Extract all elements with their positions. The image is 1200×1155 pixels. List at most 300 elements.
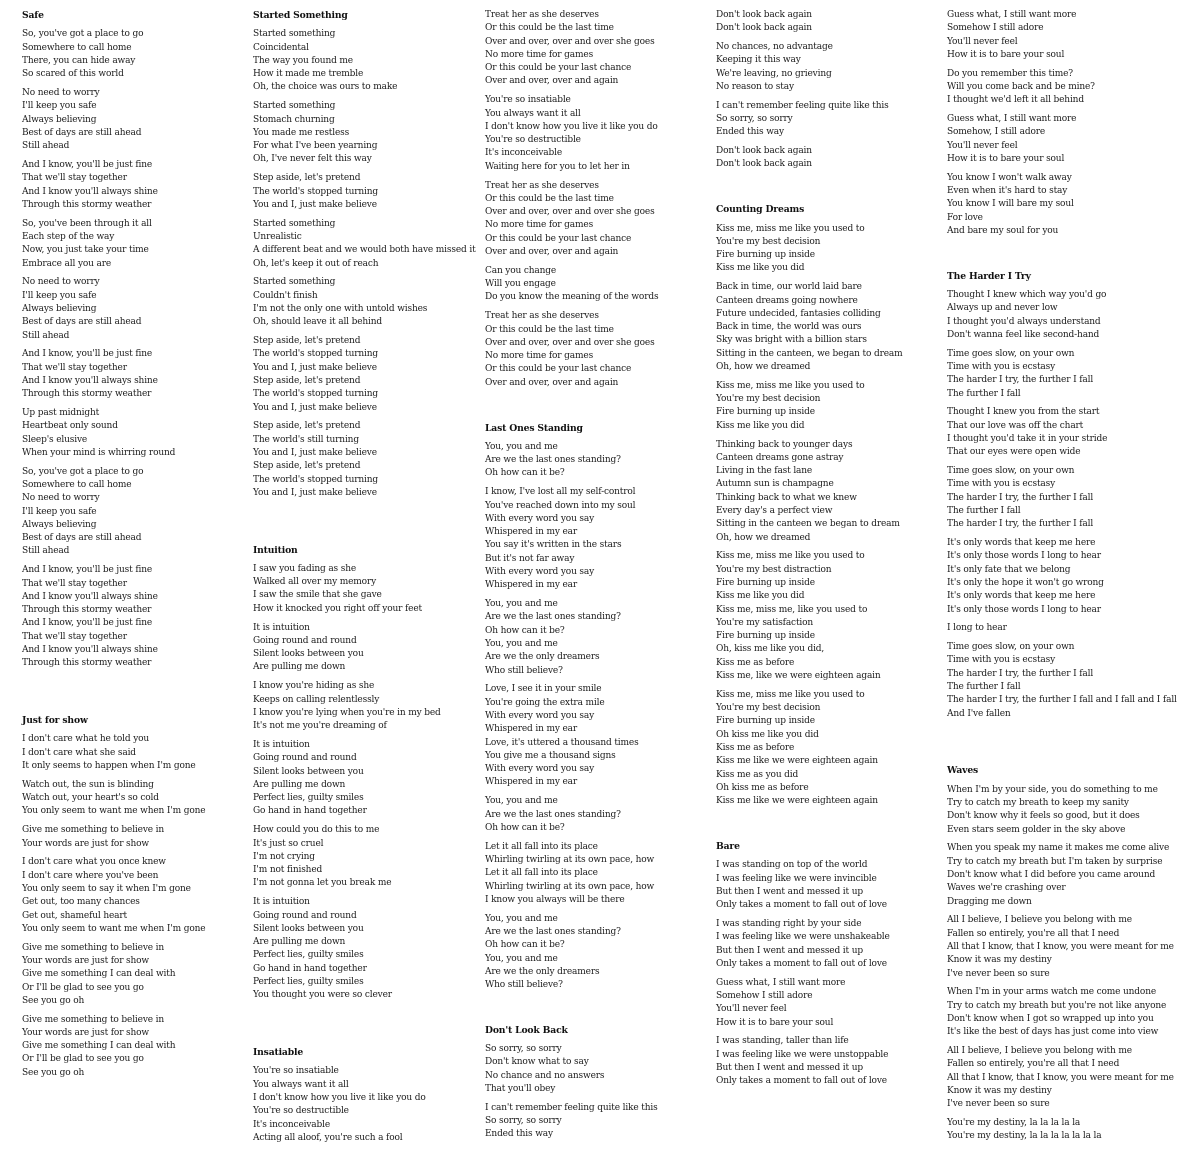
lyric-line: Over and over, over and again [485, 76, 619, 87]
lyric-line: Treat her as she deserves [485, 311, 599, 322]
lyric-line: Or this could be the last time [485, 324, 614, 335]
lyric-line: Future undecided, fantasies colliding [716, 308, 881, 319]
lyric-line: You, you and me [485, 638, 558, 649]
lyric-line: Couldn't finish [253, 290, 318, 301]
lyric-line: Sleep's elusive [22, 434, 88, 445]
lyric-line: With every word you say [485, 566, 595, 577]
lyric-line: And I know, you'll be just fine [22, 565, 153, 576]
verse [947, 842, 1187, 908]
lyric-line: Try to catch my breath but I'm taken by surprise [947, 856, 1163, 867]
lyric-line: Somewhere to call home [22, 42, 132, 53]
lyric-line: Back in time, our world laid bare [716, 282, 862, 293]
lyric-line: Time goes slow, on your own [947, 348, 1075, 359]
lyric-line: Fire burning up inside [716, 250, 815, 261]
song-title: Counting Dreams [716, 204, 805, 216]
lyric-line: Canteen dreams going nowhere [716, 295, 858, 306]
verse [22, 856, 248, 936]
lyric-line: Let it all fall into its place [485, 841, 598, 852]
verse [22, 407, 248, 460]
lyric-line: Silent looks between you [253, 923, 364, 934]
lyric-line: That you'll obey [485, 1084, 556, 1095]
lyric-line: Over and over, over and over she goes [485, 337, 655, 348]
verse [716, 223, 942, 276]
lyric-line: The harder I try, the further I fall [947, 519, 1094, 530]
lyric-line: Oh, how we dreamed [716, 532, 811, 543]
lyric-line: When I'm by your side, you do something to me [947, 784, 1158, 795]
lyric-line: But then I went and messed it up [716, 886, 863, 897]
lyric-line: It's inconceivable [253, 1119, 331, 1130]
lyric-line: So, you've got a place to go [22, 466, 144, 477]
lyric-line: You're my destiny, la la la la la [947, 1118, 1081, 1129]
song-title: Safe [22, 10, 44, 21]
verse [253, 276, 479, 329]
lyric-line: No reason to stay [716, 81, 794, 92]
lyric-line: You and I, just make believe [253, 402, 377, 413]
verse [716, 281, 942, 374]
lyric-line: Coincidental [253, 42, 309, 53]
lyric-line: Always up and never low [947, 303, 1058, 314]
lyric-line: We're leaving, no grieving [716, 68, 832, 79]
lyric-line: I long to hear [947, 623, 1007, 634]
lyric-line: Don't know when I got so wrapped up into you [947, 1014, 1154, 1024]
lyric-line: For love [947, 212, 983, 223]
lyric-line: Going round and round [253, 910, 357, 921]
lyric-line: Every day's a perfect view [716, 506, 833, 516]
lyric-line: Fire burning up inside [716, 716, 815, 727]
lyric-line: Oh how can it be? [485, 468, 565, 479]
verse [485, 486, 711, 592]
lyric-line: And I know, you'll be just fine [22, 159, 153, 170]
verse [253, 420, 479, 500]
lyric-line: Kiss me like we were eighteen again [716, 756, 878, 767]
lyric-line: You know I won't walk away [947, 172, 1072, 183]
lyric-line: I can't remember feeling quite like this [716, 100, 889, 111]
lyric-line: Are we the only dreamers [485, 652, 600, 663]
lyric-line: Through this stormy weather [22, 605, 152, 616]
lyric-line: Give me something to believe in [22, 825, 165, 836]
song-block [947, 764, 1187, 1143]
lyric-line: Silent looks between you [253, 766, 364, 777]
lyric-line: Go hand in hand together [253, 806, 367, 817]
lyric-line: Best of days are still ahead [22, 127, 142, 138]
lyric-line: Go hand in hand together [253, 963, 367, 974]
lyric-line: Whirling twirling at its own pace, how [485, 881, 655, 892]
lyric-line: Autumn sun is champagne [716, 479, 834, 490]
lyric-line: Fire burning up inside [716, 577, 815, 588]
lyric-line: Going round and round [253, 635, 357, 646]
lyric-line: Over and over, over and again [485, 377, 619, 388]
lyric-line: Are we the last ones standing? [485, 809, 621, 820]
song-block [947, 270, 1187, 721]
lyric-line: I'm not gonna let you break me [253, 878, 392, 889]
song-spacer [947, 726, 1187, 764]
lyric-line: I'll keep you safe [22, 101, 97, 112]
lyric-line: Are we the last ones standing? [485, 455, 621, 466]
lyric-line: No chance and no answers [485, 1070, 605, 1081]
song-title: Bare [716, 841, 740, 853]
lyric-line: Over and over, over and over she goes [485, 207, 655, 218]
lyric-line: Back in time, the world was ours [716, 322, 862, 333]
lyric-line: It's only words that keep me here [947, 538, 1096, 549]
verse [716, 977, 942, 1030]
lyric-line: You and I, just make believe [253, 199, 377, 210]
verse [22, 28, 248, 81]
lyric-line: Kiss me, like we were eighteen again [716, 671, 881, 682]
lyric-line: Oh kiss me as before [716, 782, 809, 793]
song-title: The Harder I Try [947, 270, 1031, 282]
lyric-line: Thought I knew you from the start [947, 407, 1100, 418]
lyric-line: Kiss me like you did [716, 420, 805, 431]
lyric-line: I know you always will be there [485, 894, 625, 905]
verse [485, 1043, 711, 1096]
lyric-line: Or this could be your last chance [485, 364, 632, 375]
song-spacer [716, 177, 942, 203]
lyric-line: Fallen so entirely, you're all that I need [947, 1059, 1120, 1070]
song-block [22, 714, 248, 1080]
lyric-line: The harder I try, the further I fall [947, 492, 1094, 503]
lyric-line: The world's still turning [253, 434, 359, 445]
lyrics-column-2 [253, 9, 479, 1151]
lyric-line: Step aside, let's pretend [253, 336, 361, 347]
lyric-line: You, you and me [485, 796, 558, 807]
song-block [716, 840, 942, 1089]
lyric-line: Somehow, I still adore [947, 127, 1046, 138]
lyric-line: Are we the only dreamers [485, 966, 600, 977]
lyric-line: So scared of this world [22, 69, 124, 80]
lyric-line: You know I will bare my soul [947, 199, 1074, 210]
lyric-line: All that I know, that I know, you were meant for me [947, 942, 1174, 953]
lyric-line: I don't know how you live it like you do [485, 121, 658, 132]
song-title: Just for show [22, 715, 88, 727]
lyric-line: And I know you'll always shine [22, 186, 158, 197]
lyric-line: Unrealistic [253, 231, 302, 242]
song-title: Last Ones Standing [485, 422, 583, 434]
verse [716, 145, 942, 172]
verse [22, 276, 248, 342]
verse [716, 9, 942, 36]
lyric-line: Ended this way [485, 1129, 553, 1140]
lyric-line: Fallen so entirely, you're all that I need [947, 928, 1120, 939]
lyric-line: I'm not the only one with untold wishes [253, 303, 428, 314]
verse [947, 68, 1187, 108]
verse [716, 550, 942, 683]
verse [947, 914, 1187, 980]
lyric-line: Know it was my destiny [947, 955, 1052, 966]
lyric-line: Fire burning up inside [716, 631, 815, 642]
lyric-line: I don't care what he told you [22, 734, 150, 745]
lyric-line: Don't look back again [716, 23, 812, 34]
lyric-line: Are we the last ones standing? [485, 612, 621, 623]
lyric-line: Keeps on calling relentlessly [253, 694, 380, 705]
lyric-line: Let it all fall into its place [485, 868, 598, 879]
verse [253, 172, 479, 212]
verse [22, 87, 248, 153]
lyric-line: You're my best distraction [716, 564, 832, 575]
verse [947, 986, 1187, 1039]
lyric-line: Time with you is ecstasy [947, 479, 1056, 490]
lyric-line: Stomach churning [253, 114, 335, 125]
lyric-line: I'll keep you safe [22, 290, 97, 301]
lyric-line: Kiss me as before [716, 657, 795, 668]
lyric-line: So sorry, so sorry [716, 114, 793, 125]
verse [485, 795, 711, 835]
lyric-line: You're my best decision [716, 394, 821, 405]
lyric-line: Always believing [22, 114, 97, 125]
lyric-line: It is intuition [253, 897, 310, 908]
song-spacer [485, 396, 711, 422]
lyric-line: I don't care what she said [22, 747, 136, 758]
lyric-line: The world's stopped turning [253, 186, 379, 197]
verse [716, 100, 942, 140]
verse [22, 466, 248, 559]
lyric-line: Started something [253, 218, 336, 229]
lyric-line: I'm not finished [253, 865, 323, 876]
lyric-line: Will you engage [485, 279, 556, 290]
lyric-line: Time goes slow, on your own [947, 466, 1075, 477]
verse [716, 439, 942, 545]
lyric-line: Treat her as she deserves [485, 180, 599, 191]
verse [485, 310, 711, 390]
verse [947, 784, 1187, 837]
lyric-line: I know you're hiding as she [253, 681, 375, 692]
verse [947, 465, 1187, 531]
lyric-line: Step aside, let's pretend [253, 421, 361, 432]
lyric-line: Sky was bright with a billion stars [716, 335, 867, 346]
lyric-line: Are pulling me down [253, 662, 346, 673]
lyric-line: The further I fall [947, 506, 1021, 516]
lyric-line: You and I, just make believe [253, 447, 377, 458]
lyric-line: You'll never feel [947, 140, 1018, 151]
lyric-line: Thinking back to younger days [716, 439, 853, 450]
lyric-line: Watch out, your heart's so cold [22, 793, 159, 804]
lyric-line: I don't care where you've been [22, 870, 159, 881]
lyric-line: You, you and me [485, 599, 558, 610]
lyric-line: Give me something to believe in [22, 1014, 165, 1025]
lyric-line: Your words are just for show [22, 955, 149, 966]
verse [253, 218, 479, 271]
lyric-line: I've never been so sure [947, 1099, 1050, 1110]
lyric-line: Oh, how we dreamed [716, 362, 811, 373]
verse [947, 348, 1187, 401]
verse [947, 1045, 1187, 1111]
lyric-line: Silent looks between you [253, 649, 364, 660]
lyric-line: You'll never feel [716, 1004, 787, 1015]
lyric-line: It's just so cruel [253, 838, 324, 849]
verse [253, 680, 479, 733]
lyric-line: With every word you say [485, 764, 595, 775]
lyric-line: Love, it's uttered a thousand times [485, 737, 639, 748]
song-spacer [947, 244, 1187, 270]
lyric-line: Over and over, over and again [485, 247, 619, 258]
verse [716, 859, 942, 912]
lyric-line: And I know, you'll be just fine [22, 349, 153, 360]
verse [485, 913, 711, 993]
lyric-line: That we'll stay together [22, 578, 127, 589]
lyric-line: All I believe, I believe you belong with me [947, 1046, 1132, 1057]
lyric-line: Over and over, over and over she goes [485, 36, 655, 47]
lyric-line: Embrace all you are [22, 258, 112, 269]
lyric-line: That we'll stay together [22, 362, 127, 373]
verse [22, 564, 248, 670]
lyric-line: Only takes a moment to fall out of love [716, 900, 887, 911]
lyric-line: No need to worry [22, 493, 100, 504]
lyric-line: You and I, just make believe [253, 487, 377, 498]
lyrics-column-1 [22, 9, 248, 1086]
verse [22, 218, 248, 271]
lyric-line: Don't wanna feel like second-hand [947, 329, 1100, 340]
lyric-line: Your words are just for show [22, 1027, 149, 1038]
song-spacer [253, 1008, 479, 1046]
lyric-line: Give me something I can deal with [22, 1041, 176, 1052]
lyric-line: Can you change [485, 265, 557, 276]
lyric-line: You're my destiny, la la la la la la la [947, 1131, 1102, 1142]
lyric-line: I thought you'd take it in your stride [947, 434, 1108, 445]
lyric-line: How could you do this to me [253, 825, 380, 836]
lyric-line: Kiss me, miss me like you used to [716, 223, 865, 234]
lyric-line: Your words are just for show [22, 838, 149, 849]
lyric-line: See you go oh [22, 995, 85, 1006]
lyric-line: Or I'll be glad to see you go [22, 1054, 144, 1065]
verse [485, 180, 711, 260]
lyric-line: I saw you fading as she [253, 563, 357, 574]
lyric-line: Don't know why it feels so good, but it does [947, 811, 1140, 822]
lyric-line: See you go oh [22, 1067, 85, 1078]
lyric-line: When you speak my name it makes me come alive [947, 843, 1170, 854]
lyric-line: Somehow I still adore [716, 991, 813, 1001]
lyric-line: Don't look back again [716, 159, 812, 170]
lyric-line: It is intuition [253, 739, 310, 750]
lyric-line: Time goes slow, on your own [947, 642, 1075, 653]
lyric-line: That we'll stay together [22, 173, 127, 184]
lyric-line: Started something [253, 29, 336, 40]
lyric-line: Perfect lies, guilty smiles [253, 793, 364, 804]
lyric-line: Perfect lies, guilty smiles [253, 977, 364, 987]
lyric-line: I saw the smile that she gave [253, 590, 382, 601]
lyric-line: That our eyes were open wide [947, 447, 1081, 458]
lyric-line: Ended this way [716, 127, 784, 138]
lyric-line: Kiss me as before [716, 743, 795, 754]
lyric-line: So, you've got a place to go [22, 29, 144, 40]
lyric-line: No more time for games [485, 351, 594, 362]
lyric-line: Perfect lies, guilty smiles [253, 950, 364, 961]
lyric-line: I don't know how you live it like you do [253, 1092, 426, 1103]
lyric-line: And I've fallen [947, 708, 1011, 719]
verse [485, 841, 711, 907]
lyric-line: The harder I try, the further I fall [947, 375, 1094, 386]
verse [485, 265, 711, 305]
lyric-line: Time with you is ecstasy [947, 362, 1056, 373]
lyric-line: Or I'll be glad to see you go [22, 982, 144, 993]
lyric-line: Oh, I've never felt this way [253, 154, 372, 165]
verse [253, 335, 479, 415]
lyric-line: Only takes a moment to fall out of love [716, 958, 887, 969]
lyric-line: Oh, should leave it all behind [253, 317, 383, 328]
lyric-line: Kiss me like we were eighteen again [716, 796, 878, 807]
lyric-line: Get out, too many chances [22, 897, 140, 908]
lyric-line: And I know, you'll be just fine [22, 618, 153, 629]
lyric-line: So, you've been through it all [22, 218, 152, 229]
lyric-line: You only seem to want me when I'm gone [22, 923, 206, 934]
lyric-line: Kiss me like you did [716, 591, 805, 602]
lyric-line: Kiss me, miss me like you used to [716, 689, 865, 700]
lyric-line: It only seems to happen when I'm gone [22, 761, 196, 772]
lyric-line: Keeping it this way [716, 55, 801, 66]
verse [253, 739, 479, 819]
verse [253, 563, 479, 616]
lyric-line: I've never been so sure [947, 968, 1050, 979]
verse [485, 9, 711, 89]
lyric-line: How it is to bare your soul [716, 1017, 834, 1028]
lyric-line: No need to worry [22, 87, 100, 98]
lyric-line: Or this could be your last chance [485, 63, 632, 74]
lyric-line: How it is to bare your soul [947, 153, 1065, 164]
lyric-line: Sitting in the canteen we began to dream [716, 519, 900, 530]
lyric-line: It is intuition [253, 622, 310, 633]
lyric-line: Guess what, I still want more [947, 114, 1077, 125]
verse [716, 1035, 942, 1088]
song-title: Waves [947, 765, 979, 777]
lyric-line: Oh kiss me like you did [716, 729, 819, 740]
song-block [716, 9, 942, 172]
song-block [716, 203, 942, 808]
lyric-line: Whispered in my ear [485, 580, 578, 591]
song-block [485, 9, 711, 390]
song-spacer [22, 676, 248, 714]
lyric-line: How it knocked you right off your feet [253, 603, 422, 614]
verse [485, 94, 711, 174]
lyric-line: Started something [253, 101, 336, 112]
song-block [22, 9, 248, 671]
song-block [485, 422, 711, 993]
lyric-line: I was standing, taller than life [716, 1036, 849, 1047]
lyric-line: Always believing [22, 303, 97, 314]
lyric-line: Kiss me like you did [716, 263, 805, 274]
lyric-line: You've reached down into my soul [485, 500, 636, 511]
lyric-line: The world's stopped turning [253, 349, 379, 360]
lyric-line: Whispered in my ear [485, 777, 578, 788]
verse [947, 537, 1187, 617]
lyric-line: The further I fall [947, 682, 1021, 693]
lyric-line: Waiting here for you to let her in [485, 161, 630, 172]
verse [22, 733, 248, 773]
lyric-line: It's not me you're dreaming of [253, 721, 387, 732]
lyric-line: It's only fate that we belong [947, 564, 1071, 575]
lyric-line: Kiss me as you did [716, 769, 799, 780]
lyric-line: No more time for games [485, 220, 594, 231]
lyric-line: Don't look back again [716, 146, 812, 157]
lyric-line: Are pulling me down [253, 779, 346, 790]
lyric-line: Oh how can it be? [485, 822, 565, 833]
song-block [253, 1046, 479, 1145]
lyric-line: Waves we're crashing over [947, 883, 1066, 894]
verse [485, 683, 711, 789]
lyric-line: Oh, let's keep it out of reach [253, 258, 379, 269]
lyric-line: I can't remember feeling quite like this [485, 1102, 658, 1113]
song-spacer [716, 814, 942, 840]
lyric-line: Love, I see it in your smile [485, 684, 602, 695]
lyric-line: Now, you just take your time [22, 245, 149, 256]
lyric-line: No more time for games [485, 49, 594, 60]
lyric-line: I was standing on top of the world [716, 860, 868, 871]
lyric-line: Treat her as she deserves [485, 10, 599, 20]
verse [947, 113, 1187, 166]
lyric-line: Acting all aloof, you're such a fool [253, 1132, 403, 1143]
lyric-line: Do you know the meaning of the words [485, 292, 659, 303]
lyric-line: You only seem to say it when I'm gone [22, 883, 191, 894]
lyric-line: The further I fall [947, 388, 1021, 399]
lyric-line: Best of days are still ahead [22, 533, 142, 544]
lyric-line: When I'm in your arms watch me come undone [947, 987, 1157, 998]
